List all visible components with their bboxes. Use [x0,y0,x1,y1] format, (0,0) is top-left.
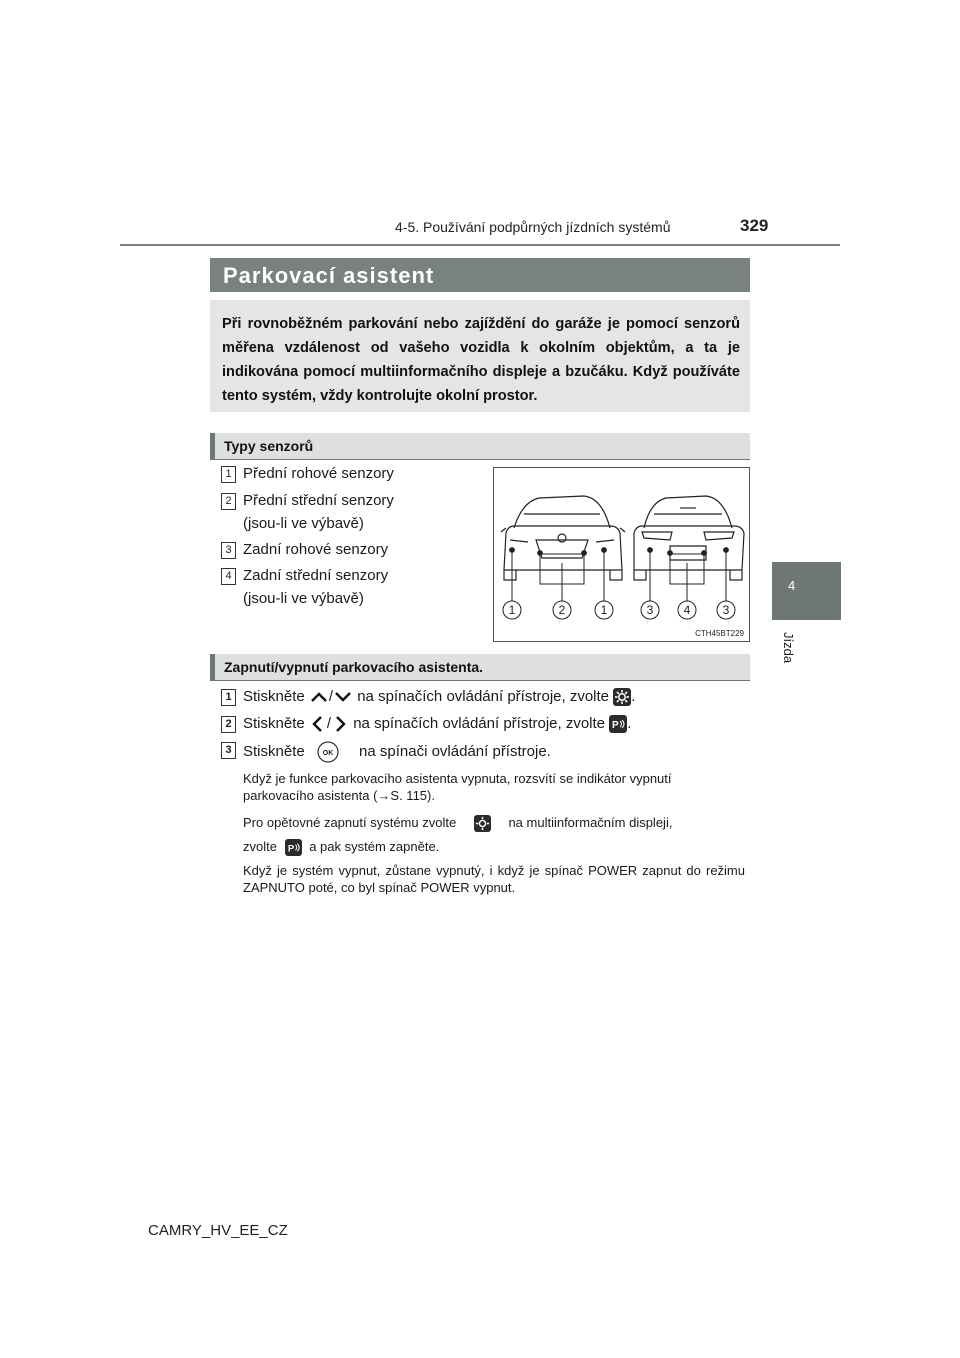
sensor-types-heading: Typy senzorů [224,438,314,454]
ok-label: OK [322,750,334,757]
step-1-verb: Stiskněte [243,688,305,705]
note-2-b: na multiinformačním displeji, [508,815,673,830]
intro-text: Při rovnoběžném parkování nebo zajíždění do garáže je pomocí senzorů měřena vzdálenost od vašeho vozidla k okolním objektům, a ta je indikována pomocí multiinformačního displeje a bzučáku. Když používáte tento systém, vždy kontrolujte okolní prostor. [222,316,740,404]
page-number: 329 [740,216,769,235]
step-1-sep: / [328,688,334,705]
sensor-item-4-note: (jsou-li ve výbavě) [243,590,364,607]
sensor-item-2-note: (jsou-li ve výbavě) [243,515,364,532]
callout-label: 1 [508,603,516,617]
gear-icon [474,815,491,832]
step-2-end: . [627,715,632,732]
note-2-d: a pak systém zapněte. [309,839,440,854]
parking-assist-icon [285,839,302,856]
ok-button-icon [317,741,339,763]
step-3-text: na spínači ovládání přístroje. [359,742,551,760]
chapter-number: 4 [788,578,796,593]
sensor-item-1: Přední rohové senzory [243,465,394,482]
callout-label: 1 [600,603,608,617]
figure-code: CTH45BT229 [695,629,744,638]
sensor-diagram [493,467,750,642]
sensor-item-2: Přední střední senzory [243,492,394,509]
step-2-sep: / [326,715,332,732]
section-header: 4-5. Používání podpůrných jízdních systémů [395,219,671,235]
step-2-text: na spínačích ovládání přístroje, zvolte [353,715,606,732]
item-number: 1 [221,466,236,483]
step-1-text: na spínačích ovládání přístroje, zvolte [357,688,610,705]
chevron-down-icon [333,690,353,704]
note-2-cont [243,838,745,856]
step-number: 2 [221,716,236,733]
onoff-heading: Zapnutí/vypnutí parkovacího asistenta. [224,659,484,675]
step-3 [243,741,551,763]
parking-assist-icon [609,715,627,733]
note-1: Když je funkce parkovacího asistenta vypnuta, rozsvítí se indikátor vypnutí parkovacího asistenta (→S. 115). [243,771,672,803]
chevron-right-icon [331,715,349,733]
gear-icon [613,688,631,706]
callout-label: 4 [683,603,691,617]
step-1 [243,688,635,706]
callout-label: 3 [646,603,654,617]
page-title: Parkovací asistent [223,263,435,288]
document-code: CAMRY_HV_EE_CZ [148,1222,288,1239]
chapter-tab [772,562,841,620]
onoff-rule [210,680,750,681]
step-2-verb: Stiskněte [243,715,305,732]
note-3: Když je systém vypnut, zůstane vypnutý, i když je spínač POWER zapnut do režimu ZAPNUTO poté, co byl spínač POWER vypnut. [243,863,745,895]
note-2-c: zvolte [243,839,277,854]
step-number: 1 [221,689,236,706]
callout-label: 2 [558,603,566,617]
item-number: 3 [221,542,236,559]
header-divider [120,244,840,246]
note-2 [243,814,745,832]
sensor-types-rule [210,459,750,460]
step-2 [243,715,631,733]
chevron-up-icon [309,690,329,704]
note-2-a: Pro opětovné zapnutí systému zvolte [243,815,457,830]
item-number: 2 [221,493,236,510]
callout-label: 3 [722,603,730,617]
step-1-end: . [631,688,636,705]
car-sensor-illustration [494,468,749,641]
step-3-verb: Stiskněte [243,742,305,760]
parking-icon-letter: P [287,843,294,855]
sensor-item-4: Zadní střední senzory [243,567,389,584]
item-number: 4 [221,568,236,585]
parking-icon-letter: P [612,720,619,732]
step-number: 3 [221,742,236,759]
chapter-label: Jízda [781,632,796,664]
chevron-left-icon [309,715,327,733]
sensor-item-3: Zadní rohové senzory [243,541,389,558]
